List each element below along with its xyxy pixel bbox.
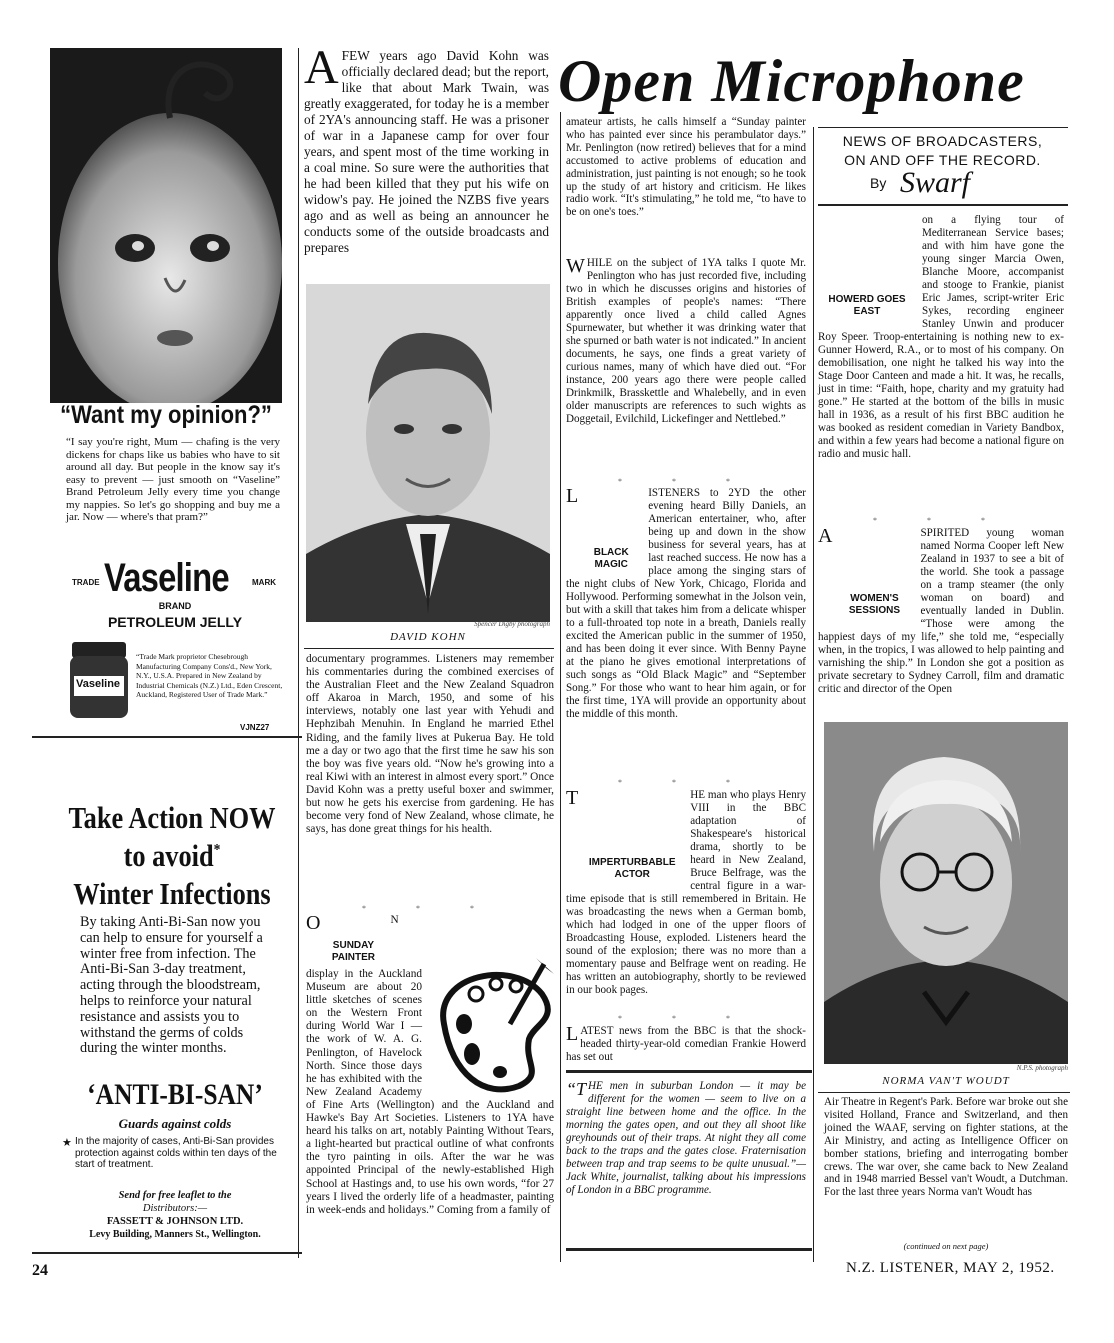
daniels-text: ISTENERS to 2YD the other evening heard Billy Daniels, an American entertainer, who, after being up and down in the show business for several years, has at last reached success. He now has a place among the singing stars of the night clubs of New York, Chicago, Florida and Hollywood. Performing somewhat in the Jolson vein, but with a skill that takes him from a delicate whisper to a full-throated top note in a breath, Daniels really excited the American public in the summer of 1950, and has been doing it ever since. With Benny Payne at the piano he gives emotional interpretations of such songs as “Old Black Magic” and “September Song.” For those who want to hear him again, or for the first time, 1YA will provide an opportunity about the middle of this month. <box>566 487 806 720</box>
antibisan-headline-2 <box>62 838 283 874</box>
section-stars-3: * * * <box>618 778 754 787</box>
antibisan-address: Levy Building, Manners St., Wellington. <box>89 1229 261 1240</box>
column-rule-3 <box>813 127 814 1262</box>
imperturbable-heading <box>580 857 684 881</box>
howerd-start <box>566 1025 806 1064</box>
kohn-photo <box>306 284 550 622</box>
quote-rule-top <box>566 1070 812 1073</box>
quote-text: HE men in suburban London — it may be different for the women — seem to live on a straight line between home and the office. In the morning the gates open, and out they all shoot like greyhounds out of their traps. At night they all come back to the traps and the gates close. Fraternisation between trap and trap seems to be quite unusual.”— Jack White, journalist, talking about his impressions of London in a BBC programme. <box>566 1080 806 1196</box>
museum-section <box>306 914 554 1254</box>
names-text: HILE on the subject of 1YA talks I quote Mr. Penlington who has just recorded five, including two in which he discusses origins and histories of British examples of people's names: “There apparently once lived a child called Agnes Spurnewater, but whether it was drinking water that she spurned or bath water is not indicated.” In ancient documents, he says, one finds a great variety of curious names, many of which have died out. “For instance, 200 years ago there were people called Drinkmilk, Brasskettle and Whalebelly, and in even older manuscripts are references to such wights as Doggetail, Evilchild, Lickefinger and Nettlebed.” <box>566 257 806 425</box>
black-magic-line1: BLACK <box>593 547 629 558</box>
vaseline-brand: Vaseline <box>104 556 229 600</box>
drop-cap-o: O <box>306 912 321 934</box>
vaseline-fine-print: “Trade Mark proprietor Chesebrough Manufacturing Company Cons'd., New York, N.Y., U.S.A. Prepared in New Zealand by Industrial Chemicals (N.Z.) Ltd., Eden Crescent, Auckland, Registered User of Trade Mark.” <box>136 652 283 699</box>
section-stars-1: * * * <box>362 904 498 913</box>
kohn-photo-credit: Spencer Digby photograph <box>474 620 550 628</box>
howerd-heading-line1: HOWERD GOES <box>828 294 906 305</box>
drop-cap-w: W <box>566 255 585 277</box>
black-magic-line2: MAGIC <box>594 559 628 570</box>
trade-label: TRADE <box>72 578 100 587</box>
antibisan-send: Send for free leaflet to the <box>118 1190 232 1201</box>
antibisan-tagline: Guards against colds <box>118 1116 232 1131</box>
belfrage-text: HE man who plays Henry VIII in the BBC adaptation of Shakespeare's historical drama, shortly to be heard in New Zealand, Bruce Belfrage, was the central figure in a war-time episode that is still remembered in Britain. He was broadcasting the news when a German bomb, which had lodged in one of the upper floors of Broadcasting House, exploded. Listeners heard the sound of the explosion; there was no more than a momentary pause and Belfrage went on reading. He has written an autobiography, shortly to be reviewed in our book pages. <box>566 789 806 996</box>
womens-sessions-heading <box>834 593 914 617</box>
antibisan-headline-1: Take Action NOW <box>68 800 276 835</box>
headline-asterisk: * <box>213 841 221 859</box>
belfrage-section <box>566 789 806 997</box>
kohn-photo-caption: DAVID KOHN <box>390 631 466 643</box>
vaseline-product: PETROLEUM JELLY <box>107 614 243 630</box>
palette-illustration <box>424 954 556 1094</box>
museum-text: N display in the Auckland Museum are about 20 little sketches of scenes on the Western Front during World War I — the work of W. A. G. Penlington, of Havelock North. Since those days he has exhibited with the New Zealand Academy of Fine Arts (Wellington) and the Auckland and Hawke's Bay Art Societies. Listeners to 1YA have heard his talks on art, notably Painting Without Tears, a light-hearted but practical outline of what confronts the tyro painting in oils. After the war he was appointed Principal of the newly-established High School at Hastings and, to use his own words, “for 27 years I lived the orderly life of a headmaster, painting in week-ends and holidays.” Coming from a family of <box>306 914 554 1216</box>
ad-bottom-rule <box>32 1252 302 1254</box>
section-stars-2: * * * <box>618 477 754 486</box>
masthead-subtitle-1: NEWS OF BROADCASTERS, <box>842 133 1043 149</box>
howerd-goes-east-heading <box>818 294 916 318</box>
kohn-intro <box>304 41 549 256</box>
vaseline-code: VJNZ27 <box>240 723 270 732</box>
masthead-by: By <box>870 175 887 191</box>
howerd-section <box>818 214 1064 461</box>
issue-line: N.Z. LISTENER, MAY 2, 1952. <box>846 1260 1055 1276</box>
quote-rule-bottom <box>566 1248 812 1251</box>
kohn-body: documentary programmes. Listeners may remember his commentaries during the combined exercises of the Australian Fleet and the New Zealand Squadron off Akaroa in March, 1950, and some of his interviews, notably one last year with Yehudi and Hephzibah Menuhin. In England he married Ethel Riding, and the family lives at Pukerua Bay. He told me a day or two ago that the first time he saw his son the boy was five years old. “Now he's growing into a real Kiwi with an interest in almost every sport.” Once David Kohn was a pretty useful boxer and swimmer, but now he gets his exercise from gardening. He has become very fond of New Zealand, whose climate, he says, has done great things for his health. <box>306 653 554 836</box>
norma-photo <box>824 722 1068 1064</box>
penlington-cont: amateur artists, he calls himself a “Sunday painter who has painted ever since his perambulator days.” Mr. Penlington (now retired) believes that for a mind accustomed to active problems of education and administration, just painting is not enough; so he took up the study of art history and criticism. He likes radio work. “It's stimulating,” he told me, “to have to be on one's toes.” <box>566 116 806 219</box>
vaseline-logo <box>68 558 284 602</box>
womens-heading-line2: SESSIONS <box>848 605 901 616</box>
baby-photo <box>50 48 282 403</box>
antibisan-headline-2-text: to avoid <box>123 838 214 873</box>
womens-heading-line1: WOMEN'S <box>850 593 899 604</box>
antibisan-headline-3: Winter Infections <box>73 876 271 911</box>
masthead-rule-1 <box>818 127 1068 128</box>
drop-cap-quote: “T <box>566 1079 587 1099</box>
cooper-section <box>818 527 1064 696</box>
drop-cap-l: L <box>566 485 579 507</box>
antibisan-footnote <box>62 1136 290 1171</box>
names-section <box>566 257 806 426</box>
vaseline-jar <box>68 638 130 722</box>
vaseline-body: “I say you're right, Mum — chafing is the very dickens for chaps like us babies who have to sit around all day. But people in the know say it's easy to prevent — just smooth on “Vaseline” Brand Petroleum Jelly every time you change my nappies. So let's go shopping and buy me a jar. Now — where's that pram?” <box>66 436 280 523</box>
cooper-text: SPIRITED young woman named Norma Cooper left New Zealand in 1937 to see a bit of the world. She took a passage on a tramp steamer (the only woman on board) and eventually landed in Dublin. “Those were among the happiest days of my life,” she told me, “especially when, in the tropics, I was allowed to help painting and varnishing the ship.” In London she got a position as private secretary to Sydney Carroll, film and dramatic critic and director of the Open <box>818 527 1064 695</box>
mark-label: MARK <box>252 578 276 587</box>
norma-photo-credit: N.P.S. photograph <box>1016 1064 1068 1072</box>
norma-caption-rule <box>818 1092 1070 1093</box>
sunday-heading-line2: PAINTER <box>331 952 376 963</box>
jar-label: Vaseline <box>76 678 121 690</box>
howerd-text: on a flying tour of Mediterranean Service bases; and with him have gone the young singer Marcia Owen, Blanche Moore, accompanist and stooge to Frankie, pianist Eric James, script-writer Eric Sykes, recording engineer Stanley Unwin and producer Roy Speer. Troop-entertaining is nothing new to ex-Gunner Howerd, R.A., or to most of his company. On demobilisation, one night he talked his way into the Stage Door Canteen and made a hit. It was, he recalls, just in time: “Faith, hope, charity and my gratuity had gone.” He started at the bottom of the bills in music hall in 1936, as a result of his first BBC audition he was booked as resident comedian in Variety Bandbox, and within a few years had become a national figure on radio and music hall. <box>818 214 1064 460</box>
antibisan-brand: ‘ANTI-BI-SAN’ <box>87 1078 263 1111</box>
daniels-section <box>566 487 806 721</box>
masthead-title: Open Microphone <box>558 48 1025 114</box>
masthead-rule-2 <box>818 204 1068 206</box>
vaseline-headline: “Want my opinion?” <box>60 400 272 429</box>
sunday-painter-heading <box>322 940 384 964</box>
section-stars-5: * * * <box>873 516 1009 525</box>
antibisan-company: FASSETT & JOHNSON LTD. <box>106 1216 244 1227</box>
sunday-heading-line1: SUNDAY <box>332 940 375 951</box>
section-stars-4: * * * <box>618 1014 754 1023</box>
cooper-cont: Air Theatre in Regent's Park. Before war broke out she visited Holland, France and Switzerland, and then joined the WAAF, serving on fighter stations, at the Air Ministry, and acting as Intelligence Officer on bomber stations, briefing and interrogating bomber crews. The war over, she came back to New Zealand and in 1948 married Bessel van't Woudt, a Dutchman. For the last three years Norma van't Woudt has <box>824 1096 1068 1199</box>
drop-cap-l2: L <box>566 1023 579 1045</box>
column-rule-2 <box>560 112 561 1262</box>
antibisan-distributors: Distributors:— <box>142 1203 208 1214</box>
antibisan-footnote-text: In the majority of cases, Anti-Bi-San provides protection against colds within ten days of the start of treatment. <box>75 1136 277 1170</box>
norma-photo-caption: NORMA VAN'T WOUDT <box>882 1075 1010 1087</box>
brand-word: BRAND <box>158 601 192 611</box>
drop-cap-a: A <box>304 41 339 94</box>
page-number: 24 <box>32 1262 48 1279</box>
suburban-quote <box>566 1080 806 1197</box>
drop-cap-t: T <box>566 787 579 809</box>
kohn-intro-text: FEW years ago David Kohn was officially declared dead; but the report, like that about Mark Twain, was greatly exaggerated, for today he is a member of 2YA's announcing staff. He was a prisoner of war in a Japanese camp for over four years, and spent most of the time working in a coal mine. So sure were the authorities that he had been killed that they put his wife on widow's pay. He joined the NZBS five years ago and as well as being an announcer he conducts some of the outside broadcasts and prepares <box>304 48 549 255</box>
ad-divider <box>32 736 302 738</box>
kohn-caption-rule <box>304 648 554 649</box>
imperturbable-line1: IMPERTURBABLE <box>588 857 676 868</box>
star-icon: ★ <box>62 1137 72 1149</box>
howerd-heading-line2: EAST <box>853 306 881 317</box>
column-rule-1 <box>298 48 299 1258</box>
drop-cap-a2: A <box>818 525 833 547</box>
antibisan-body: By taking Anti-Bi-San now you can help to ensure for yourself a winter free from infection. The Anti-Bi-San 3-day treatment, acting through the bloodstream, helps to reinforce your natural resistance and assists you to withstand the germs of colds during the winter months. <box>80 914 263 1057</box>
imperturbable-line2: ACTOR <box>614 869 650 880</box>
howerd-start-text: ATEST news from the BBC is that the shock-headed thirty-year-old comedian Frankie Howerd has set out <box>566 1025 806 1063</box>
masthead-subtitle-2: ON AND OFF THE RECORD. <box>844 152 1041 168</box>
masthead-signature: Swarf <box>900 166 971 199</box>
baby-illustration <box>50 48 282 403</box>
continued-note: (continued on next page) <box>903 1241 989 1251</box>
black-magic-heading <box>580 547 642 571</box>
